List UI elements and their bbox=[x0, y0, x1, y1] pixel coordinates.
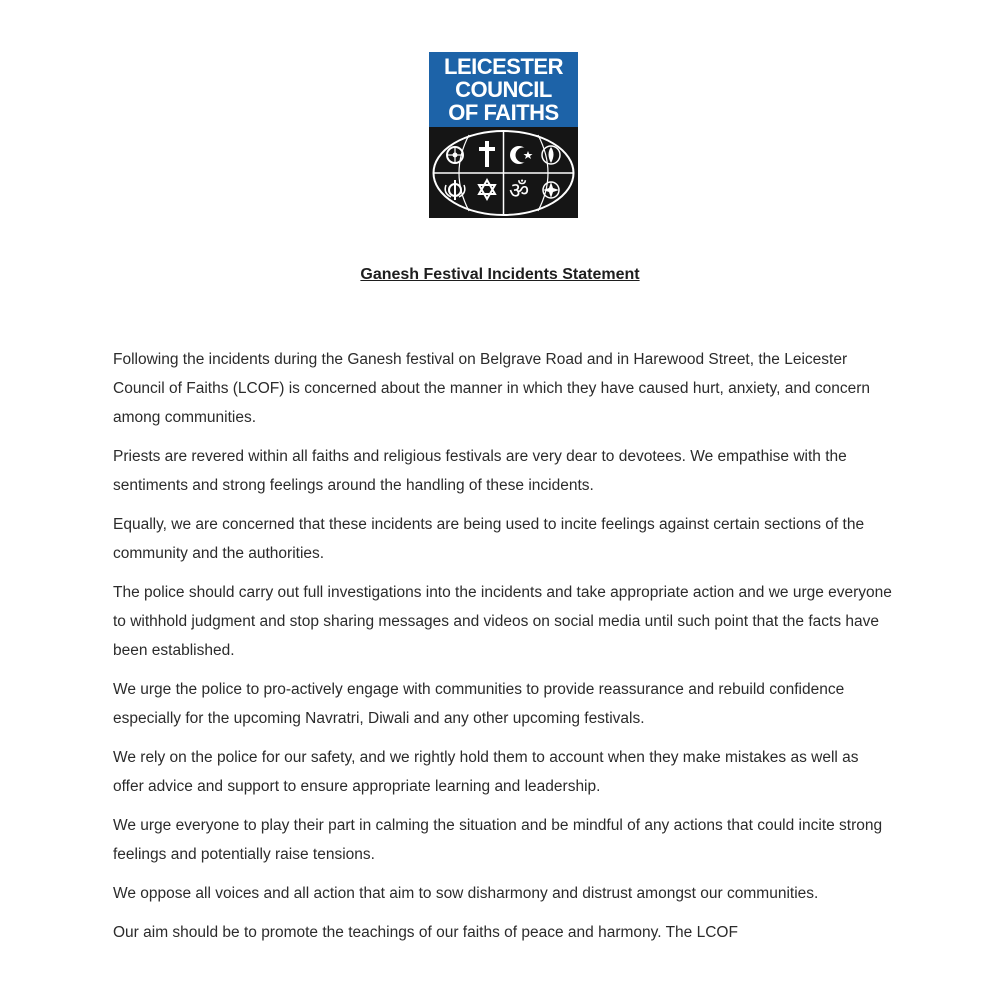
flame-icon bbox=[542, 146, 560, 164]
cross-icon bbox=[479, 141, 495, 167]
lcof-logo bbox=[429, 52, 578, 218]
star-of-david-icon bbox=[479, 180, 495, 199]
crescent-star-icon bbox=[510, 146, 533, 164]
document-body bbox=[113, 345, 893, 957]
logo-line-1: LEICESTER bbox=[444, 54, 563, 79]
paragraph: We urge the police to pro-actively engage with communities to provide reassurance and rebuild confidence especially for the upcoming Navratri, Diwali and any other upcoming festivals. bbox=[113, 681, 845, 727]
paragraph: We oppose all voices and all action that aim to sow disharmony and distrust amongst our communities. bbox=[113, 885, 819, 902]
paragraph: The police should carry out full investigations into the incidents and take appropriate action and we urge everyone to withhold judgment and stop sharing messages and videos on social media until such point that the facts have been established. bbox=[113, 584, 892, 659]
khanda-icon bbox=[445, 180, 465, 200]
svg-text:ॐ: ॐ bbox=[508, 179, 530, 204]
paragraph: We rely on the police for our safety, and we rightly hold them to account when they make mistakes as well as offer advice and support to ensure appropriate learning and leadership. bbox=[113, 749, 859, 795]
logo-line-3: OF FAITHS bbox=[448, 100, 559, 125]
logo-line-2: COUNCIL bbox=[455, 77, 552, 102]
om-icon bbox=[509, 179, 529, 204]
paragraph: Following the incidents during the Ganesh festival on Belgrave Road and in Harewood Street, the Leicester Council of Faiths (LCOF) is concerned about the manner in which they have caused hurt, anxiety, and concern among communities. bbox=[113, 351, 871, 426]
dharma-wheel-icon bbox=[447, 147, 463, 163]
paragraph: Our aim should be to promote the teachings of our faiths of peace and harmony. The LCOF bbox=[113, 924, 738, 941]
paragraph: We urge everyone to play their part in calming the situation and be mindful of any actions that could incite strong feelings and potentially raise tensions. bbox=[113, 817, 883, 863]
faiths-emblem-icon bbox=[429, 127, 578, 218]
paragraph: Equally, we are concerned that these incidents are being used to incite feelings against certain sections of the community and the authorities. bbox=[113, 516, 865, 562]
star-wheel-icon bbox=[543, 182, 559, 198]
paragraph: Priests are revered within all faiths and religious festivals are very dear to devotees. We empathise with the sentiments and strong feelings around the handling of these incidents. bbox=[113, 448, 847, 494]
logo-banner bbox=[429, 52, 578, 127]
document-title: Ganesh Festival Incidents Statement bbox=[360, 266, 640, 283]
